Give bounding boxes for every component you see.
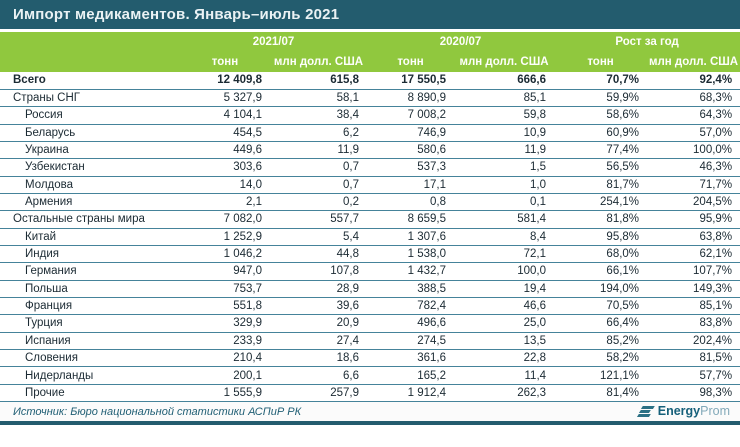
table-header (0, 32, 740, 72)
cell-value: 329,9 (180, 315, 270, 332)
label-column-header (0, 32, 180, 72)
cell-value: 38,4 (270, 107, 367, 124)
cell-value: 58,1 (270, 89, 367, 106)
cell-value: 581,4 (454, 211, 554, 228)
row-label: Остальные страны мира (0, 211, 180, 228)
cell-value: 58,6% (554, 107, 647, 124)
cell-value: 4 104,1 (180, 107, 270, 124)
table-row (0, 384, 740, 401)
cell-value: 81,7% (554, 176, 647, 193)
column-group-row (0, 32, 740, 52)
cell-value: 0,2 (270, 193, 367, 210)
cell-value: 11,9 (454, 141, 554, 158)
cell-value: 165,2 (367, 367, 454, 384)
cell-value: 194,0% (554, 280, 647, 297)
cell-value: 13,5 (454, 332, 554, 349)
cell-value: 12 409,8 (180, 72, 270, 89)
row-label: Польша (0, 280, 180, 297)
cell-value: 210,4 (180, 350, 270, 367)
cell-value: 95,9% (647, 211, 740, 228)
logo-text-prom: Prom (700, 404, 730, 419)
cell-value: 81,5% (647, 350, 740, 367)
row-label: Нидерланды (0, 367, 180, 384)
table-row (0, 263, 740, 280)
cell-value: 27,4 (270, 332, 367, 349)
cell-value: 753,7 (180, 280, 270, 297)
cell-value: 92,4% (647, 72, 740, 89)
cell-value: 121,1% (554, 367, 647, 384)
table-row (0, 297, 740, 314)
row-label: Россия (0, 107, 180, 124)
cell-value: 149,3% (647, 280, 740, 297)
cell-value: 70,7% (554, 72, 647, 89)
cell-value: 28,9 (270, 280, 367, 297)
cell-value: 58,2% (554, 350, 647, 367)
column-group-growth: Рост за год (554, 32, 740, 52)
table-body (0, 72, 740, 402)
cell-value: 66,4% (554, 315, 647, 332)
cell-value: 746,9 (367, 124, 454, 141)
table-row (0, 228, 740, 245)
row-label: Прочие (0, 384, 180, 401)
cell-value: 200,1 (180, 367, 270, 384)
page-title: Импорт медикаментов. Январь–июль 2021 (13, 6, 340, 23)
column-subheader-tons-growth: тонн (554, 52, 647, 72)
row-label: Индия (0, 245, 180, 262)
cell-value: 496,6 (367, 315, 454, 332)
cell-value: 25,0 (454, 315, 554, 332)
cell-value: 68,0% (554, 245, 647, 262)
table-row (0, 315, 740, 332)
cell-value: 1,0 (454, 176, 554, 193)
cell-value: 81,8% (554, 211, 647, 228)
cell-value: 22,8 (454, 350, 554, 367)
cell-value: 233,9 (180, 332, 270, 349)
cell-value: 5 327,9 (180, 89, 270, 106)
cell-value: 46,6 (454, 297, 554, 314)
cell-value: 83,8% (647, 315, 740, 332)
source-text: Источник: Бюро национальной статистики АСПиР РК (13, 405, 302, 418)
table-row (0, 72, 740, 89)
cell-value: 71,7% (647, 176, 740, 193)
energyprom-logo-text (658, 405, 730, 418)
cell-value: 1 046,2 (180, 245, 270, 262)
cell-value: 68,3% (647, 89, 740, 106)
table-row (0, 367, 740, 384)
cell-value: 56,5% (554, 159, 647, 176)
cell-value: 1 307,6 (367, 228, 454, 245)
cell-value: 361,6 (367, 350, 454, 367)
cell-value: 947,0 (180, 263, 270, 280)
cell-value: 11,4 (454, 367, 554, 384)
column-subheader-usd-growth: млн долл. США (647, 52, 740, 72)
cell-value: 95,8% (554, 228, 647, 245)
cell-value: 44,8 (270, 245, 367, 262)
cell-value: 62,1% (647, 245, 740, 262)
table-row (0, 245, 740, 262)
cell-value: 537,3 (367, 159, 454, 176)
cell-value: 782,4 (367, 297, 454, 314)
cell-value: 107,7% (647, 263, 740, 280)
cell-value: 8 659,5 (367, 211, 454, 228)
cell-value: 46,3% (647, 159, 740, 176)
cell-value: 57,7% (647, 367, 740, 384)
cell-value: 60,9% (554, 124, 647, 141)
row-label: Узбекистан (0, 159, 180, 176)
cell-value: 11,9 (270, 141, 367, 158)
bottom-accent-bar (0, 421, 740, 425)
footer-bar (0, 402, 740, 421)
cell-value: 59,8 (454, 107, 554, 124)
cell-value: 70,5% (554, 297, 647, 314)
cell-value: 64,3% (647, 107, 740, 124)
row-label: Армения (0, 193, 180, 210)
table-row (0, 124, 740, 141)
cell-value: 17 550,5 (367, 72, 454, 89)
cell-value: 204,5% (647, 193, 740, 210)
cell-value: 63,8% (647, 228, 740, 245)
row-label: Испания (0, 332, 180, 349)
row-label: Всего (0, 72, 180, 89)
row-label: Франция (0, 297, 180, 314)
cell-value: 10,9 (454, 124, 554, 141)
column-subheader-usd-2020: млн долл. США (454, 52, 554, 72)
cell-value: 39,6 (270, 297, 367, 314)
table-row (0, 280, 740, 297)
cell-value: 19,4 (454, 280, 554, 297)
cell-value: 85,1% (647, 297, 740, 314)
row-label: Турция (0, 315, 180, 332)
table-row (0, 89, 740, 106)
cell-value: 5,4 (270, 228, 367, 245)
title-bar (0, 0, 740, 32)
cell-value: 580,6 (367, 141, 454, 158)
cell-value: 388,5 (367, 280, 454, 297)
row-label: Украина (0, 141, 180, 158)
cell-value: 557,7 (270, 211, 367, 228)
cell-value: 449,6 (180, 141, 270, 158)
table-row (0, 176, 740, 193)
cell-value: 100,0 (454, 263, 554, 280)
cell-value: 1 432,7 (367, 263, 454, 280)
cell-value: 8,4 (454, 228, 554, 245)
import-table (0, 32, 740, 402)
cell-value: 1 538,0 (367, 245, 454, 262)
cell-value: 77,4% (554, 141, 647, 158)
cell-value: 257,9 (270, 384, 367, 401)
cell-value: 7 082,0 (180, 211, 270, 228)
cell-value: 551,8 (180, 297, 270, 314)
cell-value: 8 890,9 (367, 89, 454, 106)
row-label: Германия (0, 263, 180, 280)
cell-value: 85,2% (554, 332, 647, 349)
column-group-2021: 2021/07 (180, 32, 367, 52)
cell-value: 81,4% (554, 384, 647, 401)
column-group-2020: 2020/07 (367, 32, 554, 52)
cell-value: 0,1 (454, 193, 554, 210)
cell-value: 6,6 (270, 367, 367, 384)
cell-value: 59,9% (554, 89, 647, 106)
table-row (0, 159, 740, 176)
table-row (0, 350, 740, 367)
cell-value: 72,1 (454, 245, 554, 262)
cell-value: 18,6 (270, 350, 367, 367)
cell-value: 107,8 (270, 263, 367, 280)
row-label: Словения (0, 350, 180, 367)
row-label: Страны СНГ (0, 89, 180, 106)
cell-value: 7 008,2 (367, 107, 454, 124)
column-subheader-usd-2021: млн долл. США (270, 52, 367, 72)
cell-value: 303,6 (180, 159, 270, 176)
cell-value: 2,1 (180, 193, 270, 210)
cell-value: 0,8 (367, 193, 454, 210)
energyprom-bars-icon (638, 406, 654, 417)
cell-value: 0,7 (270, 159, 367, 176)
column-subheader-tons-2020: тонн (367, 52, 454, 72)
cell-value: 454,5 (180, 124, 270, 141)
cell-value: 100,0% (647, 141, 740, 158)
table-row (0, 107, 740, 124)
table-row (0, 332, 740, 349)
table-row (0, 193, 740, 210)
cell-value: 0,7 (270, 176, 367, 193)
cell-value: 66,1% (554, 263, 647, 280)
column-subheader-tons-2021: тонн (180, 52, 270, 72)
row-label: Молдова (0, 176, 180, 193)
cell-value: 17,1 (367, 176, 454, 193)
cell-value: 666,6 (454, 72, 554, 89)
cell-value: 202,4% (647, 332, 740, 349)
cell-value: 1,5 (454, 159, 554, 176)
cell-value: 6,2 (270, 124, 367, 141)
logo-text-energy: Energy (657, 404, 701, 419)
cell-value: 14,0 (180, 176, 270, 193)
table-row (0, 211, 740, 228)
energyprom-logo (638, 405, 730, 418)
cell-value: 85,1 (454, 89, 554, 106)
cell-value: 1 252,9 (180, 228, 270, 245)
cell-value: 615,8 (270, 72, 367, 89)
cell-value: 1 555,9 (180, 384, 270, 401)
cell-value: 1 912,4 (367, 384, 454, 401)
table-row (0, 141, 740, 158)
cell-value: 57,0% (647, 124, 740, 141)
cell-value: 254,1% (554, 193, 647, 210)
cell-value: 20,9 (270, 315, 367, 332)
row-label: Китай (0, 228, 180, 245)
cell-value: 98,3% (647, 384, 740, 401)
cell-value: 274,5 (367, 332, 454, 349)
cell-value: 262,3 (454, 384, 554, 401)
row-label: Беларусь (0, 124, 180, 141)
